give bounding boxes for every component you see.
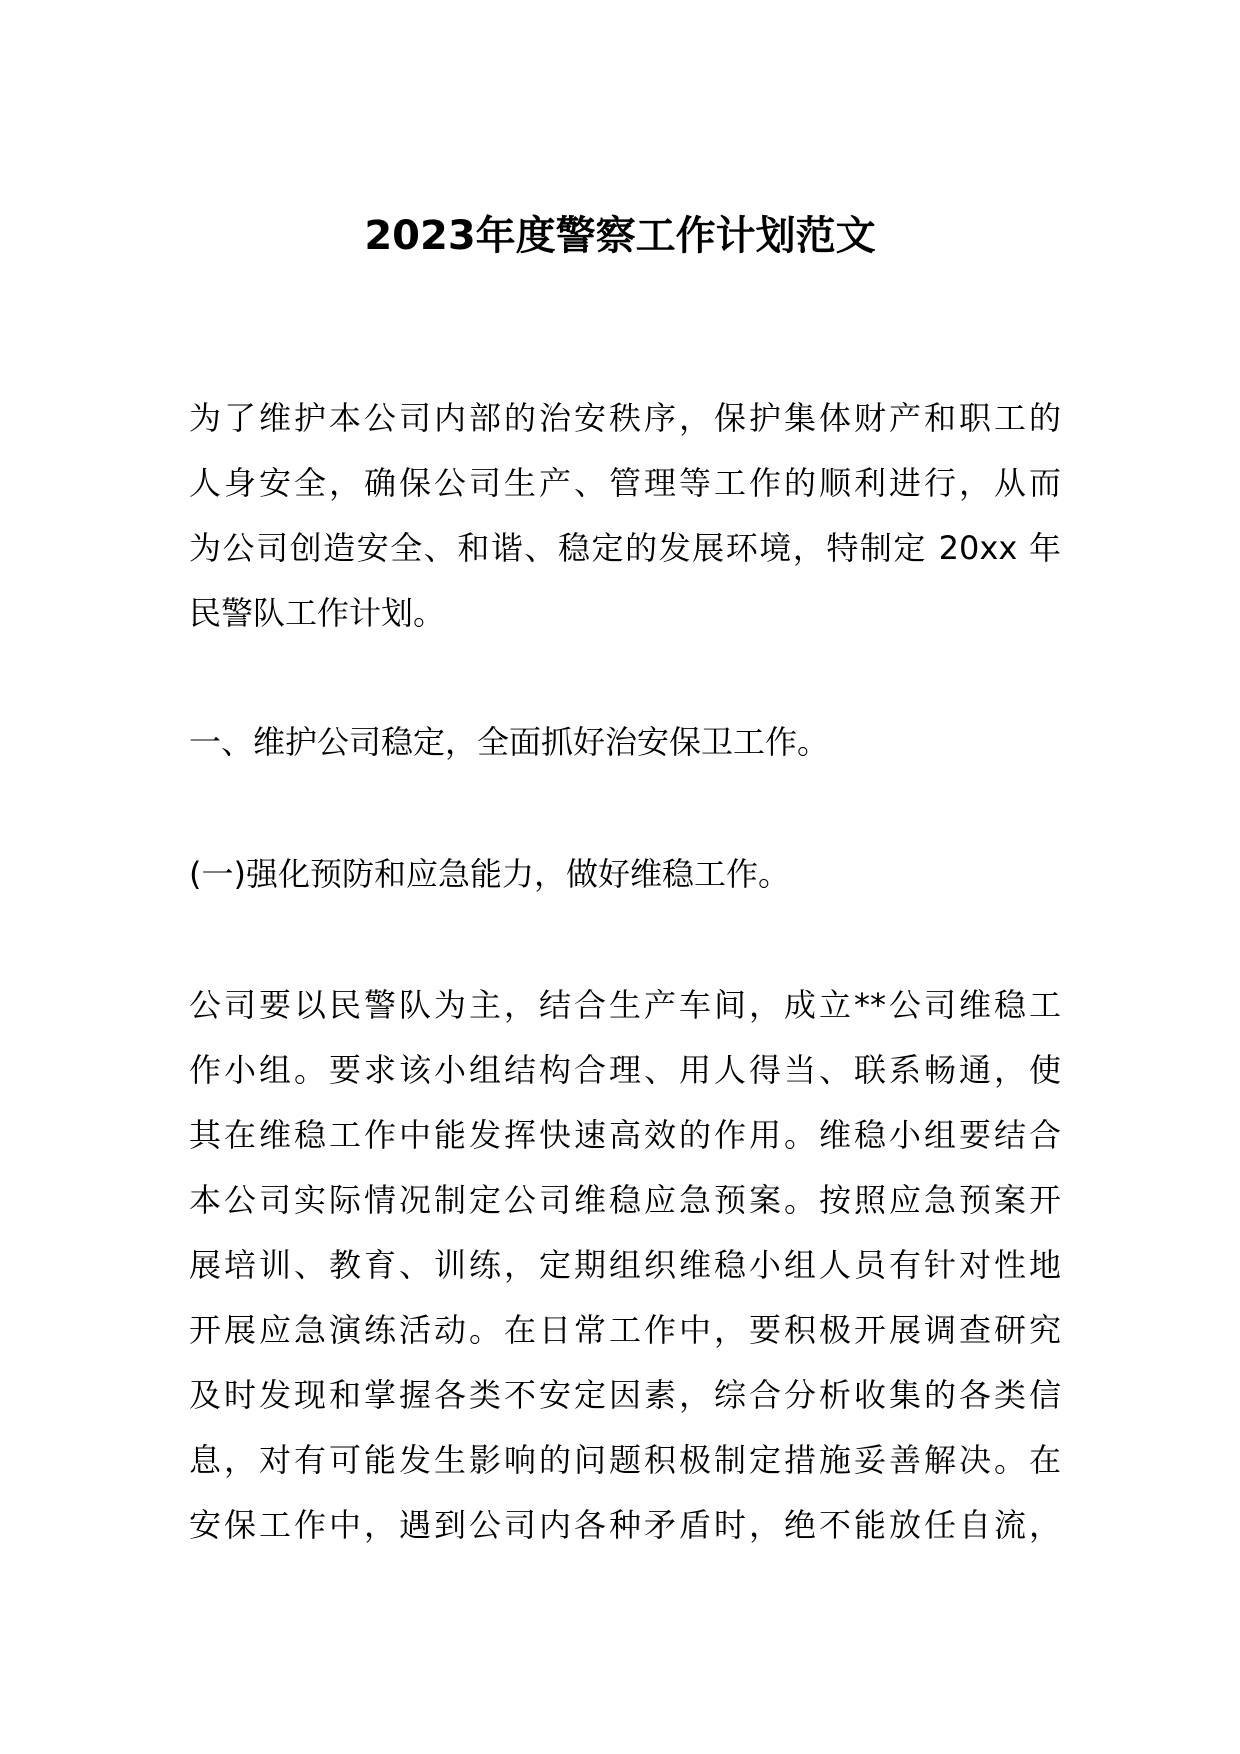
text-line: 作小组。要求该小组结构合理、用人得当、联系畅通，使 [189, 1051, 1061, 1089]
text-line: 为公司创造安全、和谐、稳定的发展环境，特制定 20xx 年 [189, 529, 1061, 567]
text-line: 民警队工作计划。 [189, 594, 446, 632]
intro-paragraph [189, 386, 1061, 646]
text-line: 公司要以民警队为主，结合生产车间，成立**公司维稳工 [189, 986, 1061, 1024]
text-line: 其在维稳工作中能发挥快速高效的作用。维稳小组要结合 [189, 1116, 1061, 1154]
text-line: 息，对有可能发生影响的问题积极制定措施妥善解决。在 [189, 1441, 1061, 1479]
section-heading [189, 710, 1061, 775]
text-line: 安保工作中，遇到公司内各种矛盾时，绝不能放任自流， [189, 1506, 1061, 1544]
text-line: 开展应急演练活动。在日常工作中，要积极开展调查研究 [189, 1311, 1061, 1349]
text-line: (一)强化预防和应急能力，做好维稳工作。 [189, 855, 790, 893]
text-line: 本公司实际情况制定公司维稳应急预案。按照应急预案开 [189, 1181, 1061, 1219]
document-title: 2023年度警察工作计划范文 [364, 213, 876, 259]
subsection-heading [189, 842, 1061, 907]
text-line: 一、维护公司稳定，全面抓好治安保卫工作。 [189, 723, 830, 761]
text-line: 展培训、教育、训练，定期组织维稳小组人员有针对性地 [189, 1246, 1061, 1284]
body-paragraph [189, 973, 1061, 1558]
text-line: 为了维护本公司内部的治安秩序，保护集体财产和职工的 [189, 399, 1061, 437]
text-line: 人身安全，确保公司生产、管理等工作的顺利进行，从而 [189, 464, 1061, 502]
text-line: 及时发现和掌握各类不安定因素，综合分析收集的各类信 [189, 1376, 1061, 1414]
